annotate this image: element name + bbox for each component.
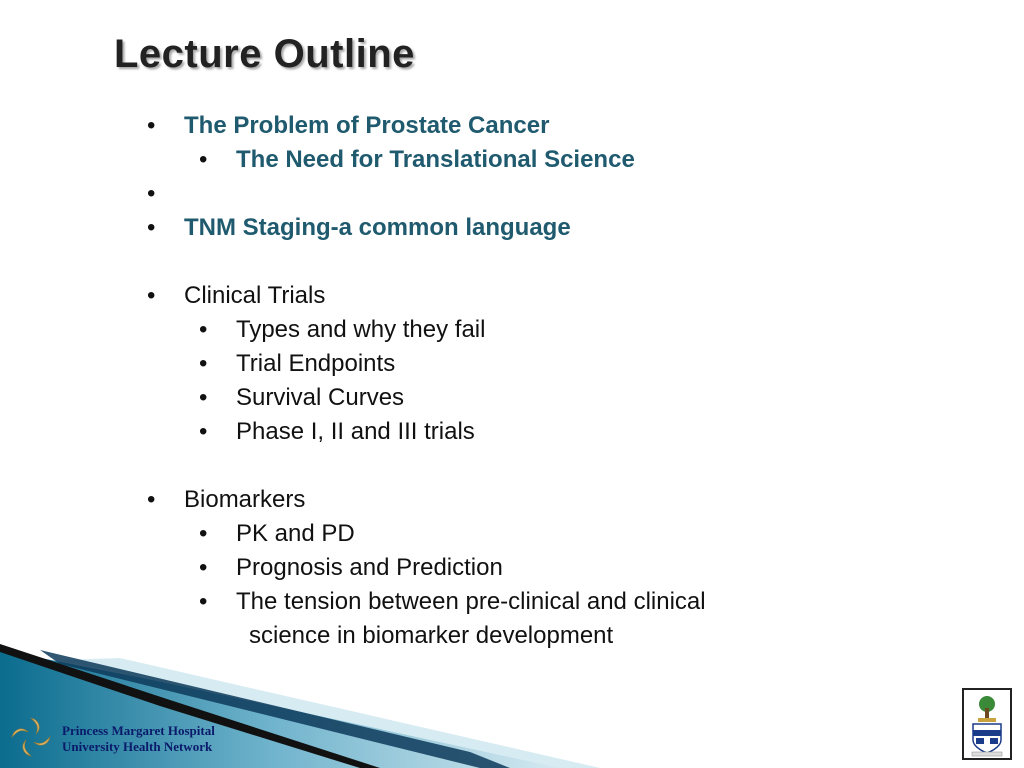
- bullet-dot: •: [147, 282, 156, 309]
- bullet-dot: •: [147, 112, 156, 139]
- pmh-swirl-logo-icon: [6, 712, 56, 762]
- bullet-text: TNM Staging-a common language: [184, 214, 571, 241]
- bullet-dot: •: [199, 554, 208, 581]
- bullet-text: Types and why they fail: [236, 316, 486, 343]
- bullet-text: Phase I, II and III trials: [236, 418, 475, 445]
- bullet-text: Trial Endpoints: [236, 350, 396, 377]
- bullet-text: The Problem of Prostate Cancer: [184, 112, 550, 139]
- bullet-dot: •: [199, 520, 208, 547]
- org-name-line2: University Health Network: [62, 739, 213, 754]
- footer-org-text: [62, 723, 215, 755]
- bullet-dot: •: [199, 350, 208, 377]
- bullet-dot: •: [147, 214, 156, 241]
- bullet-dot: •: [199, 418, 208, 445]
- bullet-text: PK and PD: [236, 520, 355, 547]
- bullet-text: Survival Curves: [236, 384, 405, 411]
- university-crest-icon: [962, 688, 1012, 760]
- bullet-dot: •: [199, 588, 208, 615]
- org-name-line1: Princess Margaret Hospital: [62, 723, 215, 738]
- bullet-text: The Need for Translational Science: [236, 146, 635, 173]
- crest-graphic: [964, 690, 1010, 758]
- slide-title: Lecture Outline: [114, 32, 415, 76]
- bullet-text: Prognosis and Prediction: [236, 554, 503, 581]
- bullet-text: Biomarkers: [184, 486, 306, 513]
- bullet-dot: •: [147, 180, 156, 207]
- bullet-dot: •: [199, 316, 208, 343]
- bullet-text: Clinical Trials: [184, 282, 326, 309]
- bullet-dot: •: [147, 486, 156, 513]
- bullet-text: The tension between pre-clinical and clinical: [236, 588, 706, 615]
- bullet-dot: •: [199, 384, 208, 411]
- bullet-continuation: science in biomarker development: [249, 622, 614, 649]
- bullet-dot: •: [199, 146, 208, 173]
